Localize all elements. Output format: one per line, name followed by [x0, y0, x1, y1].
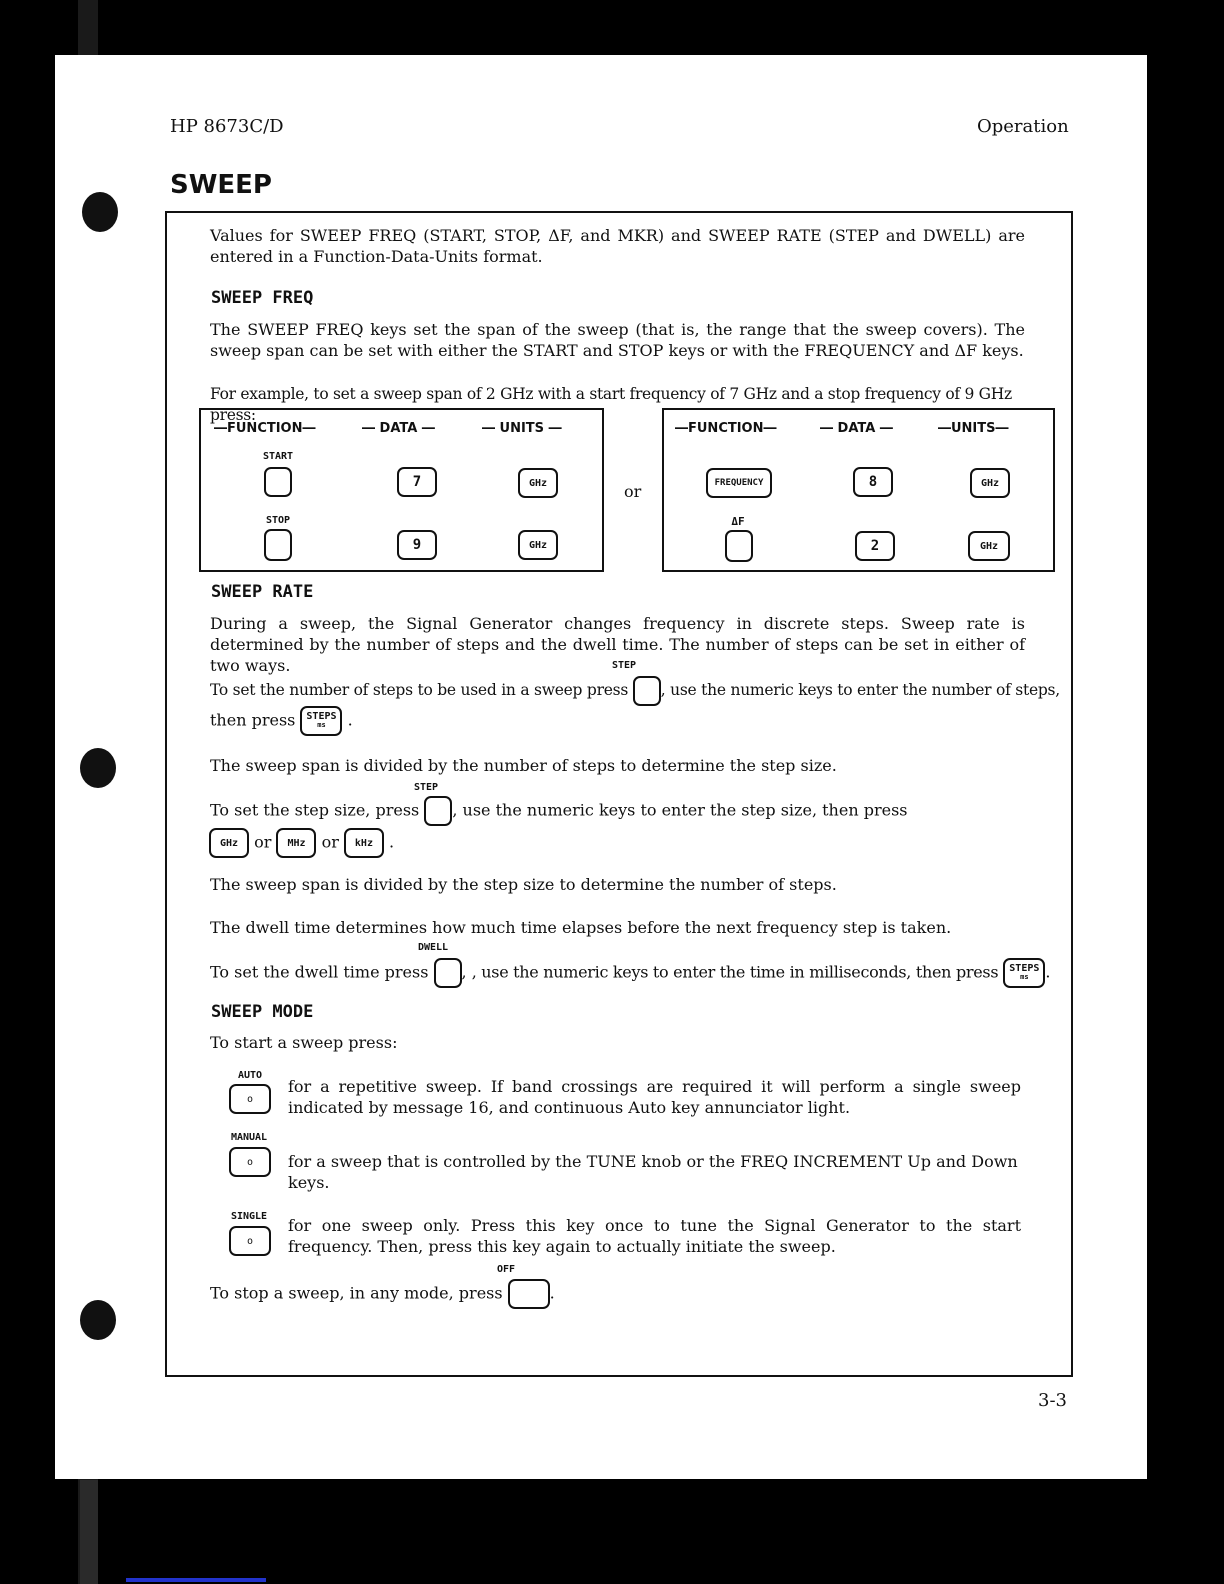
step-size-divided-text: The sweep span is divided by the number of steps to determine the step size. [210, 756, 837, 775]
data-key-7[interactable]: 7 [397, 467, 437, 497]
or-separator: or [624, 482, 642, 501]
step-key[interactable] [633, 676, 661, 706]
manual-key-label: MANUAL [230, 1132, 268, 1143]
stop-sweep-line: To stop a sweep, in any mode, press . [210, 1279, 1025, 1309]
ghz-key-delta[interactable]: GHz [968, 531, 1010, 561]
ghz-key-start[interactable]: GHz [518, 468, 558, 498]
sweep-rate-heading: SWEEP RATE [211, 582, 314, 602]
data-group-label: ― DATA ― [362, 421, 435, 436]
auto-key[interactable]: o [229, 1084, 271, 1114]
step-size-key[interactable] [424, 796, 452, 826]
single-key-label: SINGLE [230, 1211, 268, 1222]
number-of-steps-divided-text: The sweep span is divided by the step size to determine the number of steps. [210, 875, 837, 894]
frequency-key[interactable]: FREQUENCY [706, 468, 772, 498]
ghz-key-frequency[interactable]: GHz [970, 468, 1010, 498]
dwell-description: The dwell time determines how much time elapses before the next frequency step is taken. [210, 918, 952, 937]
single-key[interactable]: o [229, 1226, 271, 1256]
page-number: 3-3 [1038, 1390, 1067, 1411]
sweep-freq-heading: SWEEP FREQ [211, 288, 314, 308]
ghz-key[interactable]: GHz [209, 828, 249, 858]
function-group-label-right: ―FUNCTION― [675, 421, 777, 436]
start-key[interactable] [264, 467, 292, 497]
sweep-freq-paragraph: The SWEEP FREQ keys set the span of the sweep (that is, the range that the sweep covers). The sweep span can be set with either the START and STOP keys or with the FREQUENCY and ΔF keys. [210, 320, 1025, 360]
single-description: for one sweep only. Press this key once to tune the Signal Generator to the start frequency. Then, press this key again to actually initiate the sweep. [288, 1216, 1021, 1256]
data-group-label-right: ― DATA ― [820, 421, 893, 436]
scan-blue-mark [126, 1578, 266, 1582]
step-key-label-2: STEP [413, 782, 439, 793]
data-key-8[interactable]: 8 [853, 467, 893, 497]
function-group-label: ―FUNCTION― [214, 421, 316, 436]
step-size-line: To set the step size, press , use the numeric keys to enter the step size, then press [210, 796, 1025, 826]
auto-description: for a repetitive sweep. If band crossings are required it will perform a single sweep indicated by message 16, and continuous Auto key annunciator light. [288, 1077, 1021, 1117]
binder-hole-top [82, 192, 118, 232]
steps-ms-key-dwell[interactable]: STEPS ms [1003, 958, 1045, 988]
delta-f-key-label: ΔF [731, 515, 745, 528]
stop-key-label: STOP [265, 515, 291, 526]
then-press-line: then press STEPS ms . [210, 706, 1025, 736]
steps-ms-key[interactable]: STEPS ms [300, 706, 342, 736]
header-model: HP 8673C/D [170, 116, 284, 137]
ghz-key-stop[interactable]: GHz [518, 530, 558, 560]
delta-f-key[interactable] [725, 530, 753, 562]
binder-hole-bottom [80, 1300, 116, 1340]
auto-key-label: AUTO [237, 1070, 263, 1081]
page-title: SWEEP [170, 170, 272, 200]
unit-keys-line: GHz or MHz or kHz . [209, 828, 1024, 858]
manual-key[interactable]: o [229, 1147, 271, 1177]
binder-hole-middle [80, 748, 116, 788]
start-key-label: START [262, 451, 294, 462]
khz-key[interactable]: kHz [344, 828, 384, 858]
units-group-label-right: ―UNITS― [938, 421, 1009, 436]
sweep-mode-heading: SWEEP MODE [211, 1002, 314, 1022]
sweep-rate-paragraph: During a sweep, the Signal Generator changes frequency in discrete steps. Sweep rate is determined by the number of steps and the dwell time. The number of steps can be set in either of two ways. [210, 614, 1025, 675]
header-section: Operation [977, 116, 1069, 137]
scan-edge-bottom-left [80, 1480, 98, 1584]
dwell-time-line: To set the dwell time press , , use the numeric keys to enter the time in milliseconds, then press STEPS ms . [210, 958, 1040, 988]
dwell-key[interactable] [434, 958, 462, 988]
data-key-2[interactable]: 2 [855, 531, 895, 561]
manual-description: for a sweep that is controlled by the TUNE knob or the FREQ INCREMENT Up and Down keys. [288, 1152, 1018, 1192]
dwell-key-label: DWELL [417, 942, 449, 953]
units-group-label: ― UNITS ― [482, 421, 562, 436]
sweep-freq-example: For example, to set a sweep span of 2 GHz with a start frequency of 7 GHz and a stop frequency of 9 GHz press: [210, 385, 1012, 424]
step-key-label-1: STEP [611, 660, 637, 671]
start-sweep-intro: To start a sweep press: [210, 1033, 398, 1052]
mhz-key[interactable]: MHz [276, 828, 316, 858]
data-key-9[interactable]: 9 [397, 530, 437, 560]
off-key[interactable] [508, 1279, 550, 1309]
off-key-label: OFF [496, 1264, 516, 1275]
stop-key[interactable] [264, 529, 292, 561]
set-steps-line: To set the number of steps to be used in a sweep press , use the numeric keys to enter the number of steps, [210, 676, 1040, 706]
intro-paragraph: Values for SWEEP FREQ (START, STOP, ΔF, and MKR) and SWEEP RATE (STEP and DWELL) are entered in a Function-Data-Units format. [210, 226, 1025, 266]
